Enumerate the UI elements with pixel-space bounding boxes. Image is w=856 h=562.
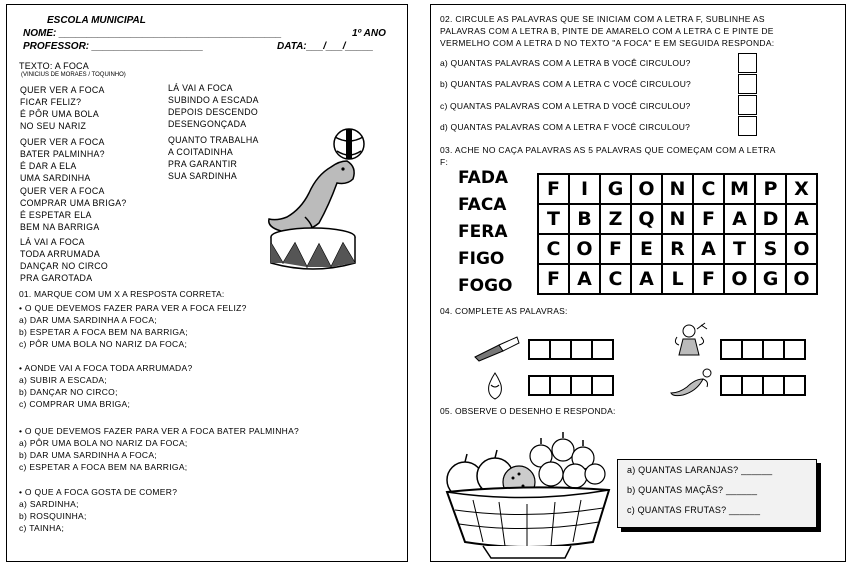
grid-cell[interactable]: F: [693, 204, 724, 234]
grid-cell[interactable]: G: [755, 264, 786, 294]
grid-cell[interactable]: T: [538, 204, 569, 234]
fruit-question[interactable]: c) QUANTAS FRUTAS? ______: [627, 505, 761, 515]
answer-option[interactable]: b) ESPETAR A FOCA BEM NA BARRIGA;: [19, 327, 188, 337]
question-2-item: d) QUANTAS PALAVRAS COM A LETRA F VOCÊ CIRCULOU?: [440, 122, 691, 132]
poem-stanza: LÁ VAI A FOCA TODA ARRUMADA DANÇAR NO CIRCO PRA GAROTADA: [20, 237, 109, 283]
grid-cell[interactable]: R: [662, 234, 693, 264]
question-1-title: 01. MARQUE COM UM X A RESPOSTA CORRETA:: [19, 289, 225, 299]
question-2-instructions: 02. CIRCULE AS PALAVRAS QUE SE INICIAM COM A LETRA F, SUBLINHE AS PALAVRAS COM A LETRA B, PINTE DE AMARELO COM A LETRA C E PINTE DE VERMELHO COM A LETRA D NO TEXTO "A FOCA" E EM SEGUIDA RESPONDA:: [440, 14, 775, 48]
student-name-field[interactable]: NOME: ________________________________________: [23, 28, 282, 39]
right-worksheet-page: [430, 4, 846, 562]
question-1-item: • AONDE VAI A FOCA TODA ARRUMADA? a) SUBIR A ESCADA; b) DANÇAR NO CIRCO; c) COMPRAR UMA BRIGA;: [19, 363, 193, 409]
text-author: (VINICIUS DE MORAES / TOQUINHO): [21, 72, 126, 78]
fruit-basket-illustration: [443, 420, 613, 560]
knife-icon: [473, 335, 521, 363]
answer-box[interactable]: [738, 95, 757, 115]
answer-box[interactable]: [738, 116, 757, 136]
question-4-title: 04. COMPLETE AS PALAVRAS:: [440, 306, 568, 316]
seal-icon: [667, 367, 715, 403]
grid-cell[interactable]: B: [569, 204, 600, 234]
grid-cell[interactable]: O: [569, 234, 600, 264]
grid-cell[interactable]: P: [755, 174, 786, 204]
text-title: TEXTO: A FOCA: [19, 61, 89, 71]
word-search-grid: [537, 173, 818, 295]
grid-cell[interactable]: O: [786, 234, 817, 264]
answer-box[interactable]: [738, 74, 757, 94]
grid-cell[interactable]: O: [786, 264, 817, 294]
poem-stanza: QUER VER A FOCA FICAR FELIZ? É PÔR UMA BOLA NO SEU NARIZ: [20, 85, 105, 131]
letter-boxes-seal[interactable]: [720, 375, 804, 396]
answer-option[interactable]: a) SUBIR A ESCADA;: [19, 375, 108, 385]
word-list: FADA FACA FERA FIGO FOGO: [458, 168, 513, 296]
poem-stanza: QUER VER A FOCA BATER PALMINHA? É DAR A ELA UMA SARDINHA: [20, 137, 105, 183]
grid-cell[interactable]: E: [631, 234, 662, 264]
letter-boxes-fig[interactable]: [528, 375, 612, 396]
question-1-item: • O QUE DEVEMOS FAZER PARA VER A FOCA BATER PALMINHA? a) PÔR UMA BOLA NO NARIZ DA FOCA; b) DAR UMA SARDINHA A FOCA; c) ESPETAR A FOCA BEM NA BARRIGA;: [19, 426, 300, 472]
grid-cell[interactable]: G: [600, 174, 631, 204]
grid-cell[interactable]: N: [662, 204, 693, 234]
grid-cell[interactable]: O: [724, 264, 755, 294]
grid-cell[interactable]: Q: [631, 204, 662, 234]
question-1-item: • O QUE A FOCA GOSTA DE COMER? a) SARDINHA; b) ROSQUINHA; c) TAINHA;: [19, 487, 178, 533]
answer-option[interactable]: c) PÔR UMA BOLA NO NARIZ DA FOCA;: [19, 339, 188, 349]
grade-label: 1º ANO: [352, 28, 386, 39]
grid-cell[interactable]: X: [786, 174, 817, 204]
grid-cell[interactable]: S: [755, 234, 786, 264]
poem-stanza: QUANTO TRABALHA A COITADINHA PRA GARANTIR SUA SARDINHA: [168, 135, 259, 181]
school-name: ESCOLA MUNICIPAL: [47, 15, 146, 26]
grid-cell[interactable]: A: [724, 204, 755, 234]
grid-cell[interactable]: L: [662, 264, 693, 294]
grid-cell[interactable]: F: [538, 264, 569, 294]
letter-boxes-fairy[interactable]: [720, 339, 804, 360]
grid-cell[interactable]: M: [724, 174, 755, 204]
grid-cell[interactable]: I: [569, 174, 600, 204]
grid-cell[interactable]: A: [786, 204, 817, 234]
fruit-question[interactable]: a) QUANTAS LARANJAS? ______: [627, 465, 773, 475]
grid-cell[interactable]: N: [662, 174, 693, 204]
grid-cell[interactable]: T: [724, 234, 755, 264]
answer-option[interactable]: b) ROSQUINHA;: [19, 511, 87, 521]
question-3-instructions: 03. ACHE NO CAÇA PALAVRAS AS 5 PALAVRAS QUE COMEÇAM COM A LETRA F:: [440, 145, 776, 167]
grid-cell[interactable]: F: [538, 174, 569, 204]
poem-stanza: LÁ VAI A FOCA SUBINDO A ESCADA DEPOIS DESCENDO DESENGONÇADA: [168, 83, 259, 129]
fig-icon: [483, 371, 507, 401]
answer-option[interactable]: a) DAR UMA SARDINHA A FOCA;: [19, 315, 157, 325]
grid-cell[interactable]: Z: [600, 204, 631, 234]
poem-stanza: QUER VER A FOCA COMPRAR UMA BRIGA? É ESPETAR ELA BEM NA BARRIGA: [20, 186, 127, 232]
grid-cell[interactable]: A: [569, 264, 600, 294]
letter-boxes-knife[interactable]: [528, 339, 612, 360]
question-5-title: 05. OBSERVE O DESENHO E RESPONDA:: [440, 406, 616, 416]
grid-cell[interactable]: A: [631, 264, 662, 294]
answer-option[interactable]: c) COMPRAR UMA BRIGA;: [19, 399, 131, 409]
answer-option[interactable]: a) SARDINHA;: [19, 499, 79, 509]
question-2-item: c) QUANTAS PALAVRAS COM A LETRA D VOCÊ CIRCULOU?: [440, 101, 691, 111]
left-worksheet-page: [6, 4, 408, 562]
answer-option[interactable]: b) DAR UMA SARDINHA A FOCA;: [19, 450, 157, 460]
fruit-question[interactable]: b) QUANTAS MAÇÃS? ______: [627, 485, 758, 495]
grid-cell[interactable]: A: [693, 234, 724, 264]
grid-cell[interactable]: O: [631, 174, 662, 204]
answer-option[interactable]: b) DANÇAR NO CIRCO;: [19, 387, 118, 397]
question-1-item: • O QUE DEVEMOS FAZER PARA VER A FOCA FELIZ? a) DAR UMA SARDINHA A FOCA; b) ESPETAR A FOCA BEM NA BARRIGA; c) PÔR UMA BOLA NO NARIZ DA FOCA;: [19, 303, 247, 349]
teacher-field[interactable]: PROFESSOR: ____________________: [23, 41, 204, 52]
date-field[interactable]: DATA:___/___/_____: [277, 41, 374, 52]
grid-cell[interactable]: F: [693, 264, 724, 294]
answer-box[interactable]: [738, 53, 757, 73]
question-2-item: b) QUANTAS PALAVRAS COM A LETRA C VOCÊ CIRCULOU?: [440, 79, 691, 89]
answer-option[interactable]: c) TAINHA;: [19, 523, 65, 533]
grid-cell[interactable]: C: [538, 234, 569, 264]
answer-option[interactable]: c) ESPETAR A FOCA BEM NA BARRIGA;: [19, 462, 188, 472]
answer-option[interactable]: a) PÔR UMA BOLA NO NARIZ DA FOCA;: [19, 438, 188, 448]
grid-cell[interactable]: D: [755, 204, 786, 234]
grid-cell[interactable]: F: [600, 234, 631, 264]
fruit-questions-box: [617, 459, 817, 528]
seal-with-ball-illustration: [257, 123, 369, 275]
question-2-item: a) QUANTAS PALAVRAS COM A LETRA B VOCÊ CIRCULOU?: [440, 58, 691, 68]
fairy-icon: [671, 321, 711, 361]
grid-cell[interactable]: C: [600, 264, 631, 294]
grid-cell[interactable]: C: [693, 174, 724, 204]
